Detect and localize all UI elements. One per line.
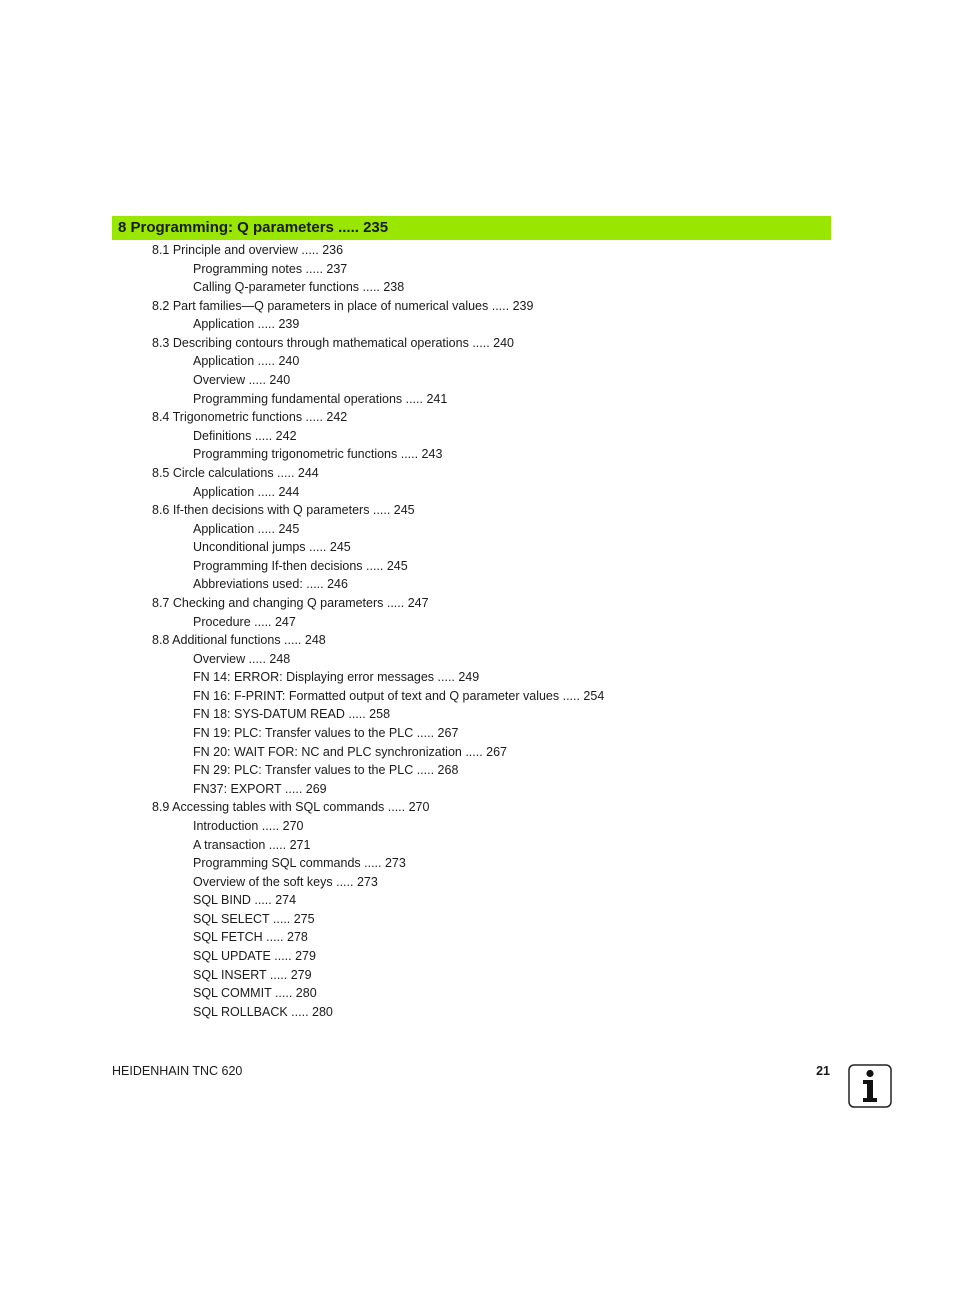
- table-of-contents: [0, 241, 954, 1021]
- toc-subsection-entry[interactable]: Programming If-then decisions ..... 245: [193, 558, 408, 573]
- toc-subsection-entry[interactable]: SQL COMMIT ..... 280: [193, 986, 317, 1001]
- toc-subsection-entry[interactable]: Overview ..... 240: [193, 373, 291, 388]
- toc-subsection-entry[interactable]: Programming notes ..... 237: [193, 261, 348, 276]
- toc-subsection-entry[interactable]: Application ..... 245: [193, 521, 300, 536]
- toc-subsection-entry[interactable]: Calling Q-parameter functions ..... 238: [193, 280, 405, 295]
- toc-subsection-entry[interactable]: Unconditional jumps ..... 245: [193, 540, 351, 555]
- toc-subsection-entry[interactable]: Application ..... 244: [193, 484, 300, 499]
- toc-section-entry[interactable]: 8.9 Accessing tables with SQL commands ..... 270: [152, 800, 430, 815]
- toc-subsection-entry[interactable]: Programming fundamental operations ..... 241: [193, 391, 448, 406]
- toc-subsection-entry[interactable]: Abbreviations used: ..... 246: [193, 577, 348, 592]
- toc-section-entry[interactable]: 8.1 Principle and overview ..... 236: [152, 243, 344, 257]
- toc-subsection-entry[interactable]: FN 18: SYS-DATUM READ ..... 258: [193, 707, 391, 722]
- toc-subsection-entry[interactable]: A transaction ..... 271: [193, 837, 311, 852]
- toc-subsection-entry[interactable]: Overview ..... 248: [193, 651, 291, 666]
- chapter-title[interactable]: 8 Programming: Q parameters ..... 235: [118, 219, 389, 236]
- toc-subsection-entry[interactable]: FN37: EXPORT ..... 269: [193, 781, 327, 796]
- toc-subsection-entry[interactable]: Overview of the soft keys ..... 273: [193, 874, 378, 889]
- toc-subsection-entry[interactable]: Introduction ..... 270: [193, 818, 304, 833]
- toc-subsection-entry[interactable]: Programming SQL commands ..... 273: [193, 856, 406, 871]
- toc-subsection-entry[interactable]: SQL SELECT ..... 275: [193, 911, 315, 926]
- toc-subsection-entry[interactable]: SQL UPDATE ..... 279: [193, 948, 316, 963]
- toc-section-entry[interactable]: 8.8 Additional functions ..... 248: [152, 633, 326, 648]
- toc-subsection-entry[interactable]: Programming trigonometric functions ..... 243: [193, 447, 443, 462]
- toc-subsection-entry[interactable]: FN 20: WAIT FOR: NC and PLC synchronization ..... 267: [193, 744, 508, 759]
- toc-subsection-entry[interactable]: FN 16: F-PRINT: Formatted output of text and Q parameter values ..... 254: [193, 688, 605, 703]
- toc-subsection-entry[interactable]: Definitions ..... 242: [193, 428, 297, 443]
- chapter-header-bar: [112, 216, 831, 240]
- toc-subsection-entry[interactable]: FN 14: ERROR: Displaying error messages ..... 249: [193, 670, 480, 685]
- toc-subsection-entry[interactable]: FN 19: PLC: Transfer values to the PLC ..... 267: [193, 726, 459, 741]
- toc-section-entry[interactable]: 8.5 Circle calculations ..... 244: [152, 465, 319, 480]
- toc-section-entry[interactable]: 8.4 Trigonometric functions ..... 242: [152, 410, 348, 425]
- toc-section-entry[interactable]: 8.7 Checking and changing Q parameters ..... 247: [152, 595, 429, 610]
- info-icon: [848, 1064, 892, 1108]
- footer-product-name: HEIDENHAIN TNC 620: [112, 1064, 243, 1078]
- toc-subsection-entry[interactable]: Application ..... 240: [193, 354, 300, 369]
- toc-subsection-entry[interactable]: SQL INSERT ..... 279: [193, 967, 312, 982]
- toc-section-entry[interactable]: 8.3 Describing contours through mathematical operations ..... 240: [152, 335, 515, 350]
- toc-subsection-entry[interactable]: SQL BIND ..... 274: [193, 893, 297, 908]
- toc-subsection-entry[interactable]: Application ..... 239: [193, 317, 300, 332]
- toc-subsection-entry[interactable]: SQL FETCH ..... 278: [193, 930, 308, 945]
- page-number: 21: [816, 1064, 830, 1078]
- toc-section-entry[interactable]: 8.6 If-then decisions with Q parameters ..... 245: [152, 503, 415, 518]
- toc-subsection-entry[interactable]: Procedure ..... 247: [193, 614, 296, 629]
- toc-subsection-entry[interactable]: FN 29: PLC: Transfer values to the PLC ..... 268: [193, 763, 459, 778]
- toc-subsection-entry[interactable]: SQL ROLLBACK ..... 280: [193, 1004, 333, 1019]
- toc-section-entry[interactable]: 8.2 Part families—Q parameters in place of numerical values ..... 239: [152, 298, 534, 313]
